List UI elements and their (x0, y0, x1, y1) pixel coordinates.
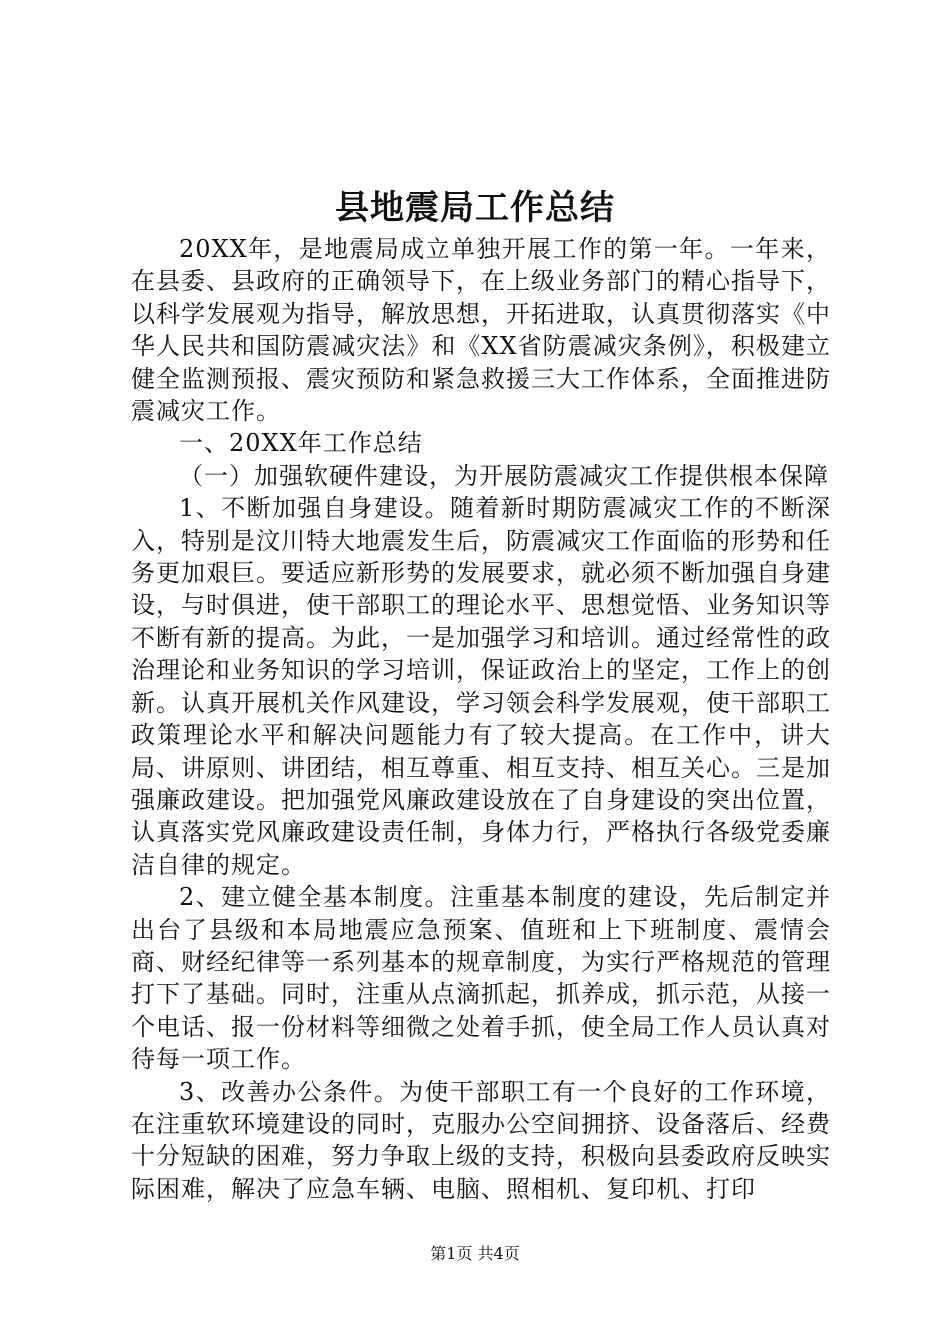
paragraph-intro: 20XX年，是地震局成立单独开展工作的第一年。一年来，在县委、县政府的正确领导下，在上级业务部门的精心指导下，以科学发展观为指导，解放思想，开拓进取，认真贯彻落实《中华人民共和国防震减灾法》和《XX省防震减灾条例》，积极建立健全监测预报、震灾预防和紧急救援三大工作体系，全面推进防震减灾工作。 (131, 235, 831, 426)
paragraph-item-2: 2、建立健全基本制度。注重基本制度的建设，先后制定并出台了县级和本局地震应急预案、值班和上下班制度、震情会商、财经纪律等一系列基本的规章制度，为实行严格规范的管理打下了基础。同时，注重从点滴抓起，抓养成，抓示范，从接一个电话、报一份材料等细微之处着手抓，使全局工作人员认真对待每一项工作。 (131, 883, 831, 1074)
paragraph-item-1: 1、不断加强自身建设。随着新时期防震减灾工作的不断深入，特别是汶川特大地震发生后，防震减灾工作面临的形势和任务更加艰巨。要适应新形势的发展要求，就必须不断加强自身建设，与时俱进，使干部职工的理论水平、思想觉悟、业务知识等不断有新的提高。为此，一是加强学习和培训。通过经常性的政治理论和业务知识的学习培训，保证政治上的坚定，工作上的创新。认真开展机关作风建设，学习领会科学发展观，使干部职工政策理论水平和解决问题能力有了较大提高。在工作中，讲大局、讲原则、讲团结，相互尊重、相互支持、相互关心。三是加强廉政建设。把加强党风廉政建设放在了自身建设的突出位置，认真落实党风廉政建设责任制，身体力行，严格执行各级党委廉洁自律的规定。 (131, 494, 831, 879)
document-title: 县地震局工作总结 (335, 188, 615, 228)
page-footer: 第1页 共4页 (430, 1244, 520, 1263)
document-body (131, 233, 831, 1205)
paragraph-item-3: 3、改善办公条件。为使干部职工有一个良好的工作环境，在注重软环境建设的同时，克服办公空间拥挤、设备落后、经费十分短缺的困难，努力争取上级的支持，积极向县委政府反映实际困难，解决了应急车辆、电脑、照相机、复印机、打印 (131, 1077, 831, 1203)
section-heading: 一、20XX年工作总结 (179, 429, 423, 458)
subsection-heading: （一）加强软硬件建设，为开展防震减灾工作提供根本保障 (179, 461, 829, 490)
